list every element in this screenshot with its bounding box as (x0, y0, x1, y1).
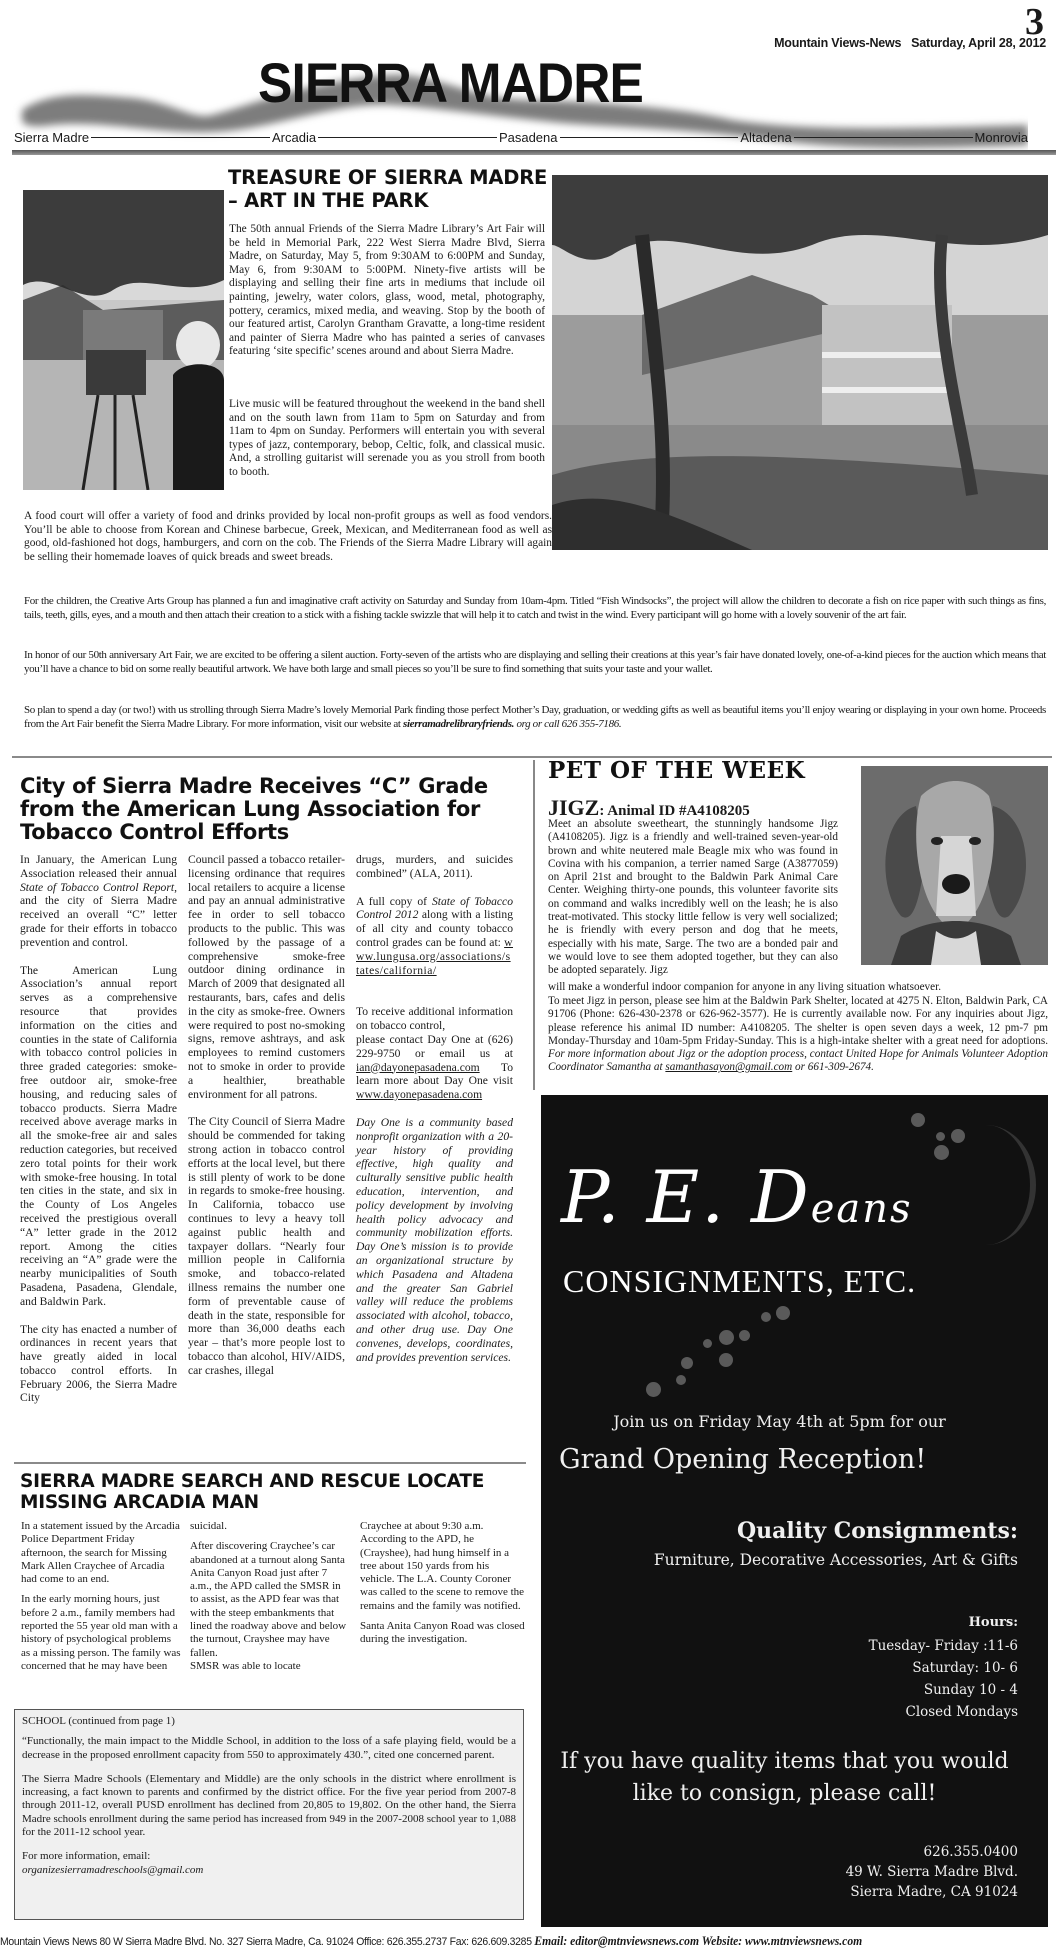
ad-quality-heading: Quality Consignments: (737, 1518, 1018, 1544)
town-rule (560, 137, 739, 138)
pet-animal-id: : Animal ID #A4108205 (599, 803, 750, 819)
art-fair-paragraph: A food court will offer a variety of food and drinks provided by local non-profit groups as well as food vendors. You’ll be able to choose from Korean and Chinese barbecue, Greek, Mexican, and Mediterranean food as well as good, old-fashioned hot dogs, hamburgers, and corn on the cob. The Friends of the Sierra Madre Library will again be selling their homemade loaves of quick breads and sweet breads. (24, 510, 552, 563)
section-divider (12, 756, 1052, 758)
search-rescue-paragraph: Craychee at about 9:30 a.m. According to the APD, he (Crayshee), had hung himself in a tree about 150 yards from his vehicle. The L.A. County Coroner was called to the scene to remove the remains and the family was notified. (360, 1520, 525, 1612)
ad-business-name: CONSIGNMENTS, ETC. (563, 1263, 917, 1299)
hours-row: Sunday 10 - 4 (923, 1682, 1018, 1698)
art-fair-paragraph: For the children, the Creative Arts Group has planned a fun and imaginative craft activity on Saturday and Sunday from 10am-4pm. Titled “Fish Windsocks”, the project will allow the children to decorate a fish on rice paper with such things as fins, tails, teeth, gills, eyes, and a mouth and then attach their creation to a stick with a fishing tackle swizzle that will help it to catch and twist in the wind. Every participant will go home with a lovely souvenir of the art fair. (24, 595, 1046, 621)
ad-hours-label: Hours: (968, 1615, 1018, 1630)
search-rescue-paragraph: suicidal. (190, 1520, 227, 1532)
tobacco-paragraph: In January, the American Lung Association released their annual State of Tobacco Control Report, and the city of Sierra Madre received an overall “C” letter grade for their efforts in tobacco prevention and control. (20, 853, 177, 949)
tobacco-paragraph: The American Lung Association’s annual report serves as a comprehensive resource that provides information on the cities and counties in the state of California with tobacco control policies in three graded categories: smoke-free outdoor air, smoke-free housing, and reducing sales of tobacco products. Sierra Madre received above average marks in all the smoke-free air and sales reduction categories, but received zero total points for their work with smoke-free housing. In total ten cities in the state, and six in the County of Los Angeles received the prestigious overall “A” letter grade in the 2012 report. Among the cities receiving an “A” grade were the nearby municipalities of South Pasadena, Pasadena, Glendale, and Baldwin Park. (20, 963, 177, 1308)
publication-name: Mountain Views-News (774, 36, 902, 50)
tobacco-paragraph: The City Council of Sierra Madre should be commended for taking strong action in tobacco control efforts at the local level, but there is still plenty of work to be done in regards to smoke-free housing. In California, tobacco use continues to levy a heavy toll against public health and taxpayer dollars. “Nearly four million people in California smoke, and tobacco-related illness remains the number one form of preventable cause of death in the state, responsible for more than 36,000 deaths each year – that’s more people lost to tobacco than alcohol, HIV/AIDS, car crashes, illegal (188, 1115, 345, 1377)
school-paragraph: For more information, email: organizesierramadreschools@gmail.com (22, 1850, 204, 1876)
ad-phone: 626.355.0400 (923, 1844, 1018, 1860)
tobacco-paragraph: drugs, murders, and suicides combined” (ALA, 2011). (356, 853, 513, 880)
bokeh-dot-icon (761, 1312, 771, 1322)
school-paragraph: The Sierra Madre Schools (Elementary and Middle) are the only schools in the district where enrollment is increasing, a fact known to parents and confirmed by the district office. For the five year period from 2007-8 through 2011-12, overall PUSD enrollment has declined from 20,805 to 19,802. On the other hand, the Sierra Madre schools enrollment during the same period has increased from 949 in the 2007-2008 school year to 1,088 for the 2011-12 school year. (22, 1772, 516, 1839)
town-rule (318, 137, 497, 138)
masthead-divider (12, 150, 1056, 155)
art-fair-paragraph: The 50th annual Friends of the Sierra Madre Library’s Art Fair will be held in Memorial Park, 222 West Sierra Madre Blvd, Sierra Madre, on Saturday, May 5, from 9:30AM to 6:00PM and Sunday, May 6, from 9:30AM to 5:00PM. Ninety-five artists will be displaying and selling their fine arts in mediums that include oil painting, jewelry, water colors, glass, wood, metal, photography, pottery, ceramics, mixed media, and weaving. Stop by the booth of our featured artist, Carolyn Grantham Gravatte, a long-time resident and painter of Sierra Madre who has painted a series of canvases featuring ‘site specific’ scenes around and about Sierra Madre. (229, 223, 545, 358)
art-fair-paragraph: Live music will be featured throughout the weekend in the band shell and on the south lawn from 11am to 5pm on Saturday and from 11am to 4pm on Sunday. Performers will entertain you with several types of jazz, contemporary, bebop, Celtic, folk, and classical music. And, a strolling guitarist will serenade you as you stroll from booth to booth. (229, 398, 546, 478)
town-label: Pasadena (498, 129, 558, 145)
town-label: Altadena (740, 129, 792, 145)
column-divider (533, 760, 535, 1090)
issue-date: Saturday, April 28, 2012 (911, 36, 1046, 50)
ad-hours (869, 1635, 1018, 1723)
dayone-website-link[interactable]: www.dayonepasadena.com (356, 1088, 483, 1102)
search-rescue-column-3 (360, 1520, 525, 1654)
tobacco-paragraph: The city has enacted a number of ordinances in recent years that have greatly aided in local tobacco control efforts. In February 2006, the Sierra Madre City (20, 1322, 177, 1405)
hours-row: Closed Mondays (905, 1704, 1018, 1720)
ad-address-line: Sierra Madre, CA 91024 (850, 1884, 1018, 1900)
street-painting-photo (552, 175, 1048, 550)
page-number: 3 (1025, 1, 1044, 43)
art-fair-paragraph: In honor of our 50th anniversary Art Fair, we are excited to be offering a silent auction. Forty-seven of the artists who are displaying and selling their creations at this year’s fair have donated lovely, one-of-a-kind pieces for the auction which means that you’ll have a chance to bid on some really beautiful artwork. We have both large and small pieces so you’ll be sure to find something that suits your taste and your wallet. (24, 649, 1046, 675)
art-fair-paragraph: So plan to spend a day (or two!) with us strolling through Sierra Madre’s lovely Memorial Park finding those perfect Mother’s Day, graduation, or wedding gifts as well as beautiful items you’ll enjoy wearing or displaying in your own home. Proceeds from the Art Fair benefit the Sierra Madre Library. For more information, visit our website at sierramadrelibraryfriends. org or call 626 355-7186. (24, 704, 1046, 730)
ad-address-line: 49 W. Sierra Madre Blvd. (845, 1864, 1018, 1880)
school-continuation-box (14, 1709, 524, 1920)
bokeh-dot-icon (911, 1113, 925, 1127)
search-rescue-column-1 (21, 1520, 181, 1680)
tobacco-column-2 (188, 853, 345, 1391)
school-paragraph: “Functionally, the main impact to the Middle School, in addition to the loss of a safe playing field, would be a decrease in the proposed enrollment capacity from 550 to approximately 430.”, cited one concerned parent. (22, 1735, 516, 1761)
ad-contact (846, 1842, 1018, 1902)
bokeh-dot-icon (719, 1330, 734, 1345)
school-heading: SCHOOL (continued from page 1) (22, 1715, 175, 1727)
tobacco-headline: City of Sierra Madre Receives “C” Grade from the American Lung Association for Tobacco Control Efforts (20, 774, 488, 844)
search-rescue-paragraph: In the early morning hours, just before 2 a.m., family members had reported the 55 year old man with a history of psychological problems as a missing person. The family was concerned that he may have been (21, 1593, 181, 1672)
search-rescue-paragraph: SMSR was able to locate (190, 1659, 301, 1672)
bokeh-dot-icon (703, 1339, 712, 1348)
bokeh-dot-icon (936, 1132, 945, 1141)
tobacco-column-3 (356, 853, 513, 1378)
dayone-description: Day One is a community based nonprofit organization with a 20-year history of providing effective, high quality and culturally sensitive public health education, intervention, and policy development by involving health policy advocacy and community mobilization efforts. Day One’s mission is to provide an organizational structure by which Pasadena and Altadena and the greater San Gabriel valley will reduce the problems associated with alcohol, tobacco, and other drug use. Day One convenes, develops, coordinates, and provides prevention services. (356, 1115, 513, 1364)
hours-row: Tuesday- Friday :11-6 (868, 1638, 1018, 1654)
ad-item-types: Furniture, Decorative Accessories, Art & Gifts (653, 1551, 1018, 1569)
footer-website-link[interactable]: Website: www.mtnviewsnews.com (698, 1934, 863, 1948)
town-rule (794, 137, 973, 138)
pet-description: Meet an absolute sweetheart, the stunningly handsome Jigz (A4108205). Jigz is a friendly and well-trained seven-year-old brown and white neutered male Beagle mix who was found in Covina with his companion, a terrier named Sarge (A3877059) on April 21st and brought to the Baldwin Park Animal Care Center. Weighing thirty-one pounds, this volunteer favorite sits on command and walks incredibly well on the leash; he is also treat-motivated. This stocky little fellow is very well socialized; he is friendly with every person and dog that he meets, especially with his mate, Sarge. The two are a bonded pair and we would love to see them adopted together, but they can also be adopted separately. Jigz (548, 818, 838, 977)
section-title: SIERRA MADRE (258, 51, 643, 114)
pet-section-title: PET OF THE WEEK (548, 757, 806, 784)
town-rule (91, 137, 270, 138)
dayone-email-link[interactable]: ian@dayonepasadena.com (356, 1060, 480, 1074)
ad-script-logo: P. E. Deans (561, 1155, 913, 1239)
ad-call-to-action: If you have quality items that you would like to consign, please call! (560, 1749, 1009, 1806)
search-rescue-column-2 (190, 1520, 350, 1680)
pet-name: JIGZ (548, 795, 600, 820)
bokeh-dot-icon (739, 1330, 750, 1341)
town-line (14, 128, 1028, 146)
bokeh-dot-icon (676, 1375, 686, 1385)
section-divider (14, 1462, 526, 1464)
tobacco-paragraph: Council passed a tobacco retailer-licensing ordinance that requires local retailers to acquire a license and pay an annual administrative fee in order to sell tobacco products to the public. This was followed by the passage of a comprehensive smoke-free outdoor dining ordinance in March of 2009 that designated all restaurants, bars, cafes and delis in the city as smoke-free. Owners were required to post no-smoking signs, remove ashtrays, and ask employees to remind customers not to smoke in order to provide a healthier, breathable environment for all patrons. (188, 853, 345, 1101)
pet-adoption-info: To meet Jigz in person, please see him at the Baldwin Park Shelter, located at 4275 N. Elton, Baldwin Park, CA 91706 (Phone: 626-430-2378 or 626-962-3577). He is currently available now. For any inquiries about Jigz, please reference his animal ID number: A4108205. The shelter is open seven days a week, 12 pm-7 pm Monday-Thursday and 10am-5pm Friday-Sunday. This is a high-intake shelter with a great need for adoptions. For more information about Jigz or the adoption process, contact United Hope for Animals Volunteer Adoption Coordinator Samantha at samanthasayon@gmail.com or 661-309-2674. (548, 995, 1048, 1074)
ad-event-title: Grand Opening Reception! (559, 1444, 927, 1475)
beagle-photo (861, 766, 1048, 965)
ad-invite: Join us on Friday May 4th at 5pm for our (613, 1412, 946, 1431)
hours-row: Saturday: 10- 6 (912, 1660, 1018, 1676)
search-rescue-paragraph: After discovering Craychee’s car abandoned at a turnout along Santa Anita Canyon Road just after 7 a.m., the APD called the SMSR in to assist, as the APD fear was that with the steep embankments that lined the roadway above and below the turnout, Crayshee may have fallen. (190, 1540, 347, 1659)
bokeh-dot-icon (719, 1353, 733, 1367)
tobacco-paragraph: To receive additional information on tobacco control, (356, 1005, 513, 1033)
woman-painting-photo (23, 190, 224, 490)
town-label: Monrovia (974, 129, 1029, 145)
page-footer (0, 1934, 982, 1949)
library-website-link[interactable]: sierramadrelibraryfriends. (403, 718, 515, 730)
art-fair-headline: TREASURE OF SIERRA MADRE – ART IN THE PARK (228, 166, 548, 212)
lungusa-link[interactable]: www.lungusa.org/associations/states/california/ (356, 935, 513, 977)
footer-address: Mountain Views News 80 W Sierra Madre Blvd. No. 327 Sierra Madre, Ca. 91024 Office: 626.355.2737 Fax: 626.609.3285 (0, 1936, 535, 1948)
school-email-link[interactable]: organizesierramadreschools@gmail.com (22, 1863, 204, 1876)
tobacco-column-1 (20, 853, 177, 1419)
tobacco-paragraph: A full copy of State of Tobacco Control 2012 along with a listing of all city and county tobacco control grades can be found at: www.lungusa.org/associations/states/california/ (356, 894, 513, 977)
tobacco-paragraph: please contact Day One at (626) 229-9750 or email us at ian@dayonepasadena.com To learn more about Day One visit www.dayonepasadena.com (356, 1032, 513, 1102)
town-label: Sierra Madre (14, 129, 90, 145)
crescent-moon-icon (936, 1125, 1036, 1245)
samantha-email-link[interactable]: samanthasayon@gmail.com (665, 1061, 793, 1074)
bokeh-dot-icon (681, 1357, 693, 1369)
search-rescue-paragraph: Santa Anita Canyon Road was closed during the investigation. (360, 1620, 525, 1646)
footer-email-link[interactable]: Email: editor@mtnviewsnews.com (534, 1934, 699, 1948)
bokeh-dot-icon (776, 1306, 790, 1320)
search-rescue-paragraph: In a statement issued by the Arcadia Police Department Friday afternoon, the search for Missing Mark Allen Craychee of Arcadia had come to an end. (21, 1520, 180, 1586)
bokeh-dot-icon (646, 1382, 661, 1397)
town-label: Arcadia (272, 129, 317, 145)
closing-contact: org or call 626 355-7186. (516, 718, 622, 730)
search-rescue-headline: SIERRA MADRE SEARCH AND RESCUE LOCATE MISSING ARCADIA MAN (20, 1471, 485, 1513)
consignment-ad (541, 1095, 1048, 1927)
pet-description: will make a wonderful indoor companion for anyone in any living situation whatsoever. (548, 981, 942, 993)
